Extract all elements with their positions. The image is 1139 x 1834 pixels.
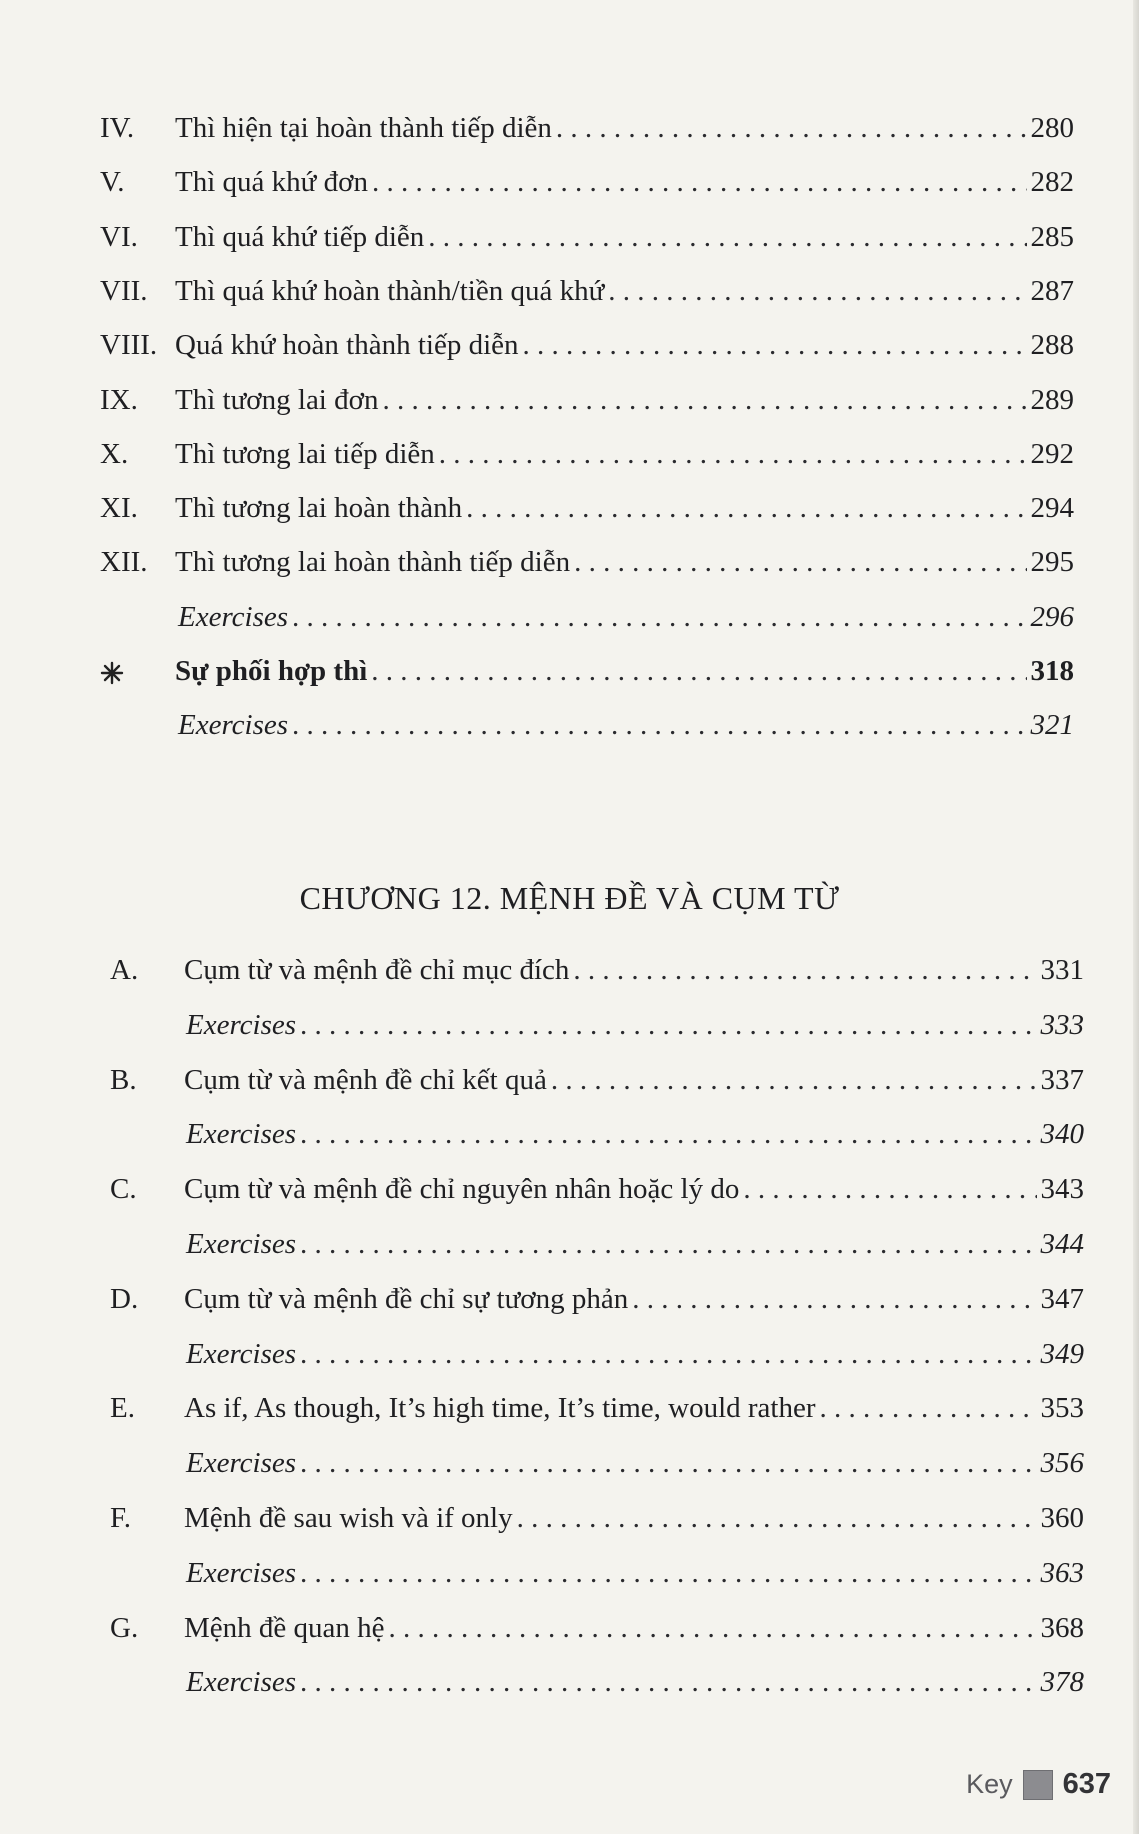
toc-entry-label: Exercises <box>186 1337 297 1370</box>
toc-entry-label: Quá khứ hoàn thành tiếp diễn <box>175 329 519 362</box>
toc-entry-label: Thì quá khứ tiếp diễn <box>175 220 425 253</box>
toc-exercises-entry <box>186 1662 1084 1702</box>
toc-entry-marker: A. <box>110 954 139 986</box>
toc-entry <box>110 1279 1084 1319</box>
dot-leader <box>820 1388 1037 1428</box>
toc-entry-label: Cụm từ và mệnh đề chỉ nguyên nhân hoặc lý do <box>184 1173 740 1206</box>
toc-entry-page-number: 349 <box>1040 1337 1084 1370</box>
toc-entry-page-number: 363 <box>1040 1556 1084 1589</box>
toc-entry <box>110 1498 1084 1538</box>
dot-leader <box>292 597 1026 637</box>
star-bullet-icon <box>100 651 175 691</box>
toc-entry-page-number: 318 <box>1030 655 1074 687</box>
toc-entry-page-number: 282 <box>1030 166 1074 199</box>
toc-entry-label: Mệnh đề quan hệ <box>184 1611 385 1644</box>
toc-exercises-entry <box>178 597 1074 637</box>
toc-entry-label: Thì quá khứ đơn <box>175 166 368 199</box>
dot-leader <box>300 1224 1036 1264</box>
toc-entry-page-number: 368 <box>1040 1611 1084 1644</box>
toc-entry-marker: XII. <box>100 546 148 579</box>
toc-entry <box>100 434 1074 474</box>
dot-leader <box>300 1553 1036 1593</box>
dot-leader <box>466 488 1026 528</box>
dot-leader <box>300 1443 1036 1483</box>
toc-entry-label: Thì hiện tại hoàn thành tiếp diễn <box>175 112 552 144</box>
toc-entry-page-number: 333 <box>1040 1008 1084 1041</box>
toc-entry-page-number: 340 <box>1040 1118 1084 1151</box>
toc-entry-marker: X. <box>100 437 129 470</box>
toc-entry-page-number: 360 <box>1040 1502 1084 1534</box>
toc-entry-page-number: 337 <box>1040 1063 1084 1096</box>
toc-entry-page-number: 356 <box>1040 1447 1084 1480</box>
toc-entry-label: Thì tương lai hoàn thành <box>175 492 463 525</box>
toc-entry <box>110 950 1084 990</box>
dot-leader <box>300 1334 1036 1374</box>
toc-entry <box>100 651 1074 691</box>
toc-entry <box>100 325 1074 365</box>
dot-leader <box>300 1005 1036 1045</box>
toc-entry-page-number: 295 <box>1030 546 1074 579</box>
toc-exercises-entry <box>186 1334 1084 1374</box>
dot-leader <box>574 542 1026 582</box>
toc-entry-label: Thì tương lai tiếp diễn <box>175 437 435 470</box>
toc-entry-page-number: 344 <box>1040 1228 1084 1260</box>
toc-entry-marker: G. <box>110 1611 139 1644</box>
toc-entry-marker: VII. <box>100 274 148 307</box>
footer-key-label: Key <box>966 1769 1013 1799</box>
toc-entry-label: Thì tương lai đơn <box>175 383 379 416</box>
chapter-heading: CHƯƠNG 12. MỆNH ĐỀ VÀ CỤM TỪ <box>299 880 840 916</box>
page-number: 637 <box>1062 1768 1111 1800</box>
toc-entry <box>110 1388 1084 1428</box>
toc-entry-page-number: 288 <box>1030 329 1074 362</box>
dot-leader <box>551 1060 1037 1100</box>
dot-leader <box>382 380 1026 420</box>
toc-entry-marker: XI. <box>100 492 138 525</box>
toc-entry-page-number: 285 <box>1030 220 1074 253</box>
toc-exercises-entry <box>186 1114 1084 1154</box>
toc-entry-label: Exercises <box>186 1666 297 1699</box>
toc-entry <box>100 488 1074 528</box>
toc-entry-page-number: 347 <box>1040 1282 1084 1315</box>
page-edge-shadow <box>1133 0 1139 1834</box>
toc-entry-label: Thì quá khứ hoàn thành/tiền quá khứ <box>175 274 605 307</box>
toc-entry-page-number: 353 <box>1040 1392 1084 1425</box>
dot-leader <box>517 1498 1037 1538</box>
dot-leader <box>523 325 1027 365</box>
toc-entry-label: Exercises <box>186 1118 297 1151</box>
dot-leader <box>632 1279 1036 1319</box>
toc-entry <box>110 1060 1084 1100</box>
toc-entry-label: Exercises <box>186 1556 297 1589</box>
toc-entry-page-number: 321 <box>1030 709 1074 742</box>
toc-entry <box>100 108 1074 148</box>
toc-entry-marker: D. <box>110 1282 139 1315</box>
toc-entry <box>110 1608 1084 1648</box>
toc-entry-label: Exercises <box>178 600 289 633</box>
dot-leader <box>608 271 1026 311</box>
toc-entry-marker: C. <box>110 1173 137 1206</box>
toc-entry-page-number: 343 <box>1040 1173 1084 1206</box>
toc-entry-label: Exercises <box>186 1228 297 1260</box>
toc-entry-marker: VI. <box>100 220 138 253</box>
toc-entry-label: As if, As though, It’s high time, It’s time, would rather <box>184 1392 816 1425</box>
toc-entry-marker: F. <box>110 1502 132 1534</box>
dot-leader <box>372 162 1027 202</box>
dot-leader <box>428 217 1026 257</box>
dot-leader <box>743 1169 1036 1209</box>
toc-entry-label: Sự phối hợp thì <box>175 655 368 687</box>
page-footer <box>966 1768 1111 1801</box>
toc-entry <box>100 542 1074 582</box>
toc-entry-marker: VIII. <box>100 329 158 362</box>
dot-leader <box>371 651 1026 691</box>
toc-entry-page-number: 289 <box>1030 383 1074 416</box>
toc-exercises-entry <box>178 705 1074 745</box>
toc-entry-page-number: 294 <box>1030 492 1074 525</box>
toc-entry-page-number: 287 <box>1030 274 1074 307</box>
toc-entry-label: Cụm từ và mệnh đề chỉ mục đích <box>184 954 570 986</box>
dot-leader <box>439 434 1027 474</box>
toc-entry-label: Cụm từ và mệnh đề chỉ kết quả <box>184 1063 547 1096</box>
dot-leader <box>292 705 1026 745</box>
toc-entry-label: Cụm từ và mệnh đề chỉ sự tương phản <box>184 1282 629 1315</box>
toc-entry-label: Exercises <box>178 709 289 742</box>
toc-entry-label: Exercises <box>186 1447 297 1480</box>
toc-entry-marker: B. <box>110 1063 137 1096</box>
toc-exercises-entry <box>186 1005 1084 1045</box>
dot-leader <box>300 1114 1036 1154</box>
toc-entry-page-number: 378 <box>1040 1666 1084 1699</box>
toc-exercises-entry <box>186 1553 1084 1593</box>
toc-entry <box>100 217 1074 257</box>
toc-entry-page-number: 292 <box>1030 437 1074 470</box>
toc-entry <box>100 380 1074 420</box>
dot-leader <box>300 1662 1036 1702</box>
dot-leader <box>389 1608 1037 1648</box>
toc-entry-label: Thì tương lai hoàn thành tiếp diễn <box>175 546 571 579</box>
dot-leader <box>556 108 1027 148</box>
toc-entry-page-number: 296 <box>1030 600 1074 633</box>
toc-exercises-entry <box>186 1224 1084 1264</box>
toc-entry-page-number: 280 <box>1030 112 1074 144</box>
toc-entry-marker: E. <box>110 1392 135 1425</box>
toc-entry-label: Mệnh đề sau wish và if only <box>184 1502 513 1534</box>
dot-leader <box>573 950 1036 990</box>
toc-entry-marker: IX. <box>100 383 138 416</box>
toc-entry-marker: V. <box>100 166 125 199</box>
toc-entry-label: Exercises <box>186 1008 297 1041</box>
footer-square-icon <box>1023 1770 1053 1800</box>
toc-exercises-entry <box>186 1443 1084 1483</box>
toc-entry-page-number: 331 <box>1040 954 1084 986</box>
toc-entry-marker: IV. <box>100 112 135 144</box>
toc-entry <box>100 162 1074 202</box>
toc-entry <box>100 271 1074 311</box>
toc-entry <box>110 1169 1084 1209</box>
